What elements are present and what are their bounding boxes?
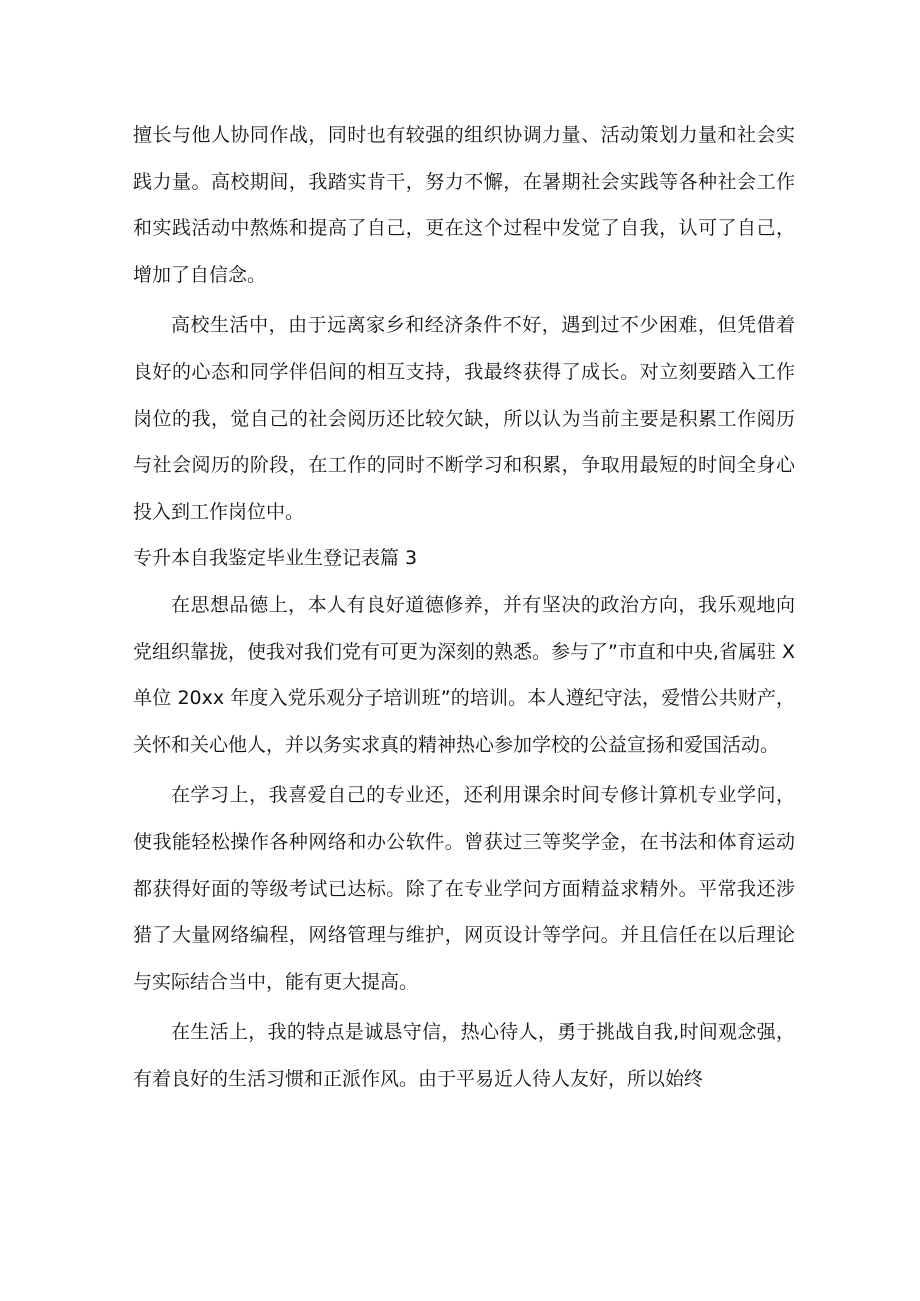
document-body xyxy=(133,112,795,1102)
paragraph-4: 在学习上，我喜爱自己的专业还，还利用课余时间专修计算机专业学问，使我能轻松操作各种网络和办公软件。曾获过三等奖学金，在书法和体育运动都获得好面的等级考试已达标。除了在专业学问方面精益求精外。平常我还涉猎了大量网络编程，网络管理与维护，网页设计等学问。并且信任在以后理论与实际结合当中，能有更大提高。 xyxy=(133,784,795,993)
paragraph-1: 擅长与他人协同作战，同时也有较强的组织协调力量、活动策划力量和社会实践力量。高校期间，我踏实肯干，努力不懈，在暑期社会实践等各种社会工作和实践活动中熬炼和提高了自己，更在这个过程中发觉了自我，认可了自己，增加了自信念。 xyxy=(133,124,795,286)
section-heading: 专升本自我鉴定毕业生登记表篇 3 xyxy=(133,547,418,570)
paragraph-5: 在生活上，我的特点是诚恳守信，热心待人，勇于挑战自我,时间观念强，有着良好的生活习惯和正派作风。由于平易近人待人友好，所以始终 xyxy=(133,1021,795,1090)
paragraph-3: 在思想品德上，本人有良好道德修养，并有坚决的政治方向，我乐观地向党组织靠拢，使我对我们党有可更为深刻的熟悉。参与了”市直和中央,省属驻 X 单位 20xx 年度入党乐观分子培训班”的培训。本人遵纪守法，爱惜公共财产，关怀和关心他人，并以务实求真的精神热心参加学校的公益宣扬和爱国活动。 xyxy=(133,593,795,756)
paragraph-2: 高校生活中，由于远离家乡和经济条件不好，遇到过不少困难，但凭借着良好的心态和同学伴侣间的相互支持，我最终获得了成长。对立刻要踏入工作岗位的我，觉自己的社会阅历还比较欠缺，所以认为当前主要是积累工作阅历与社会阅历的阶段，在工作的同时不断学习和积累，争取用最短的时间全身心投入到工作岗位中。 xyxy=(133,314,795,523)
